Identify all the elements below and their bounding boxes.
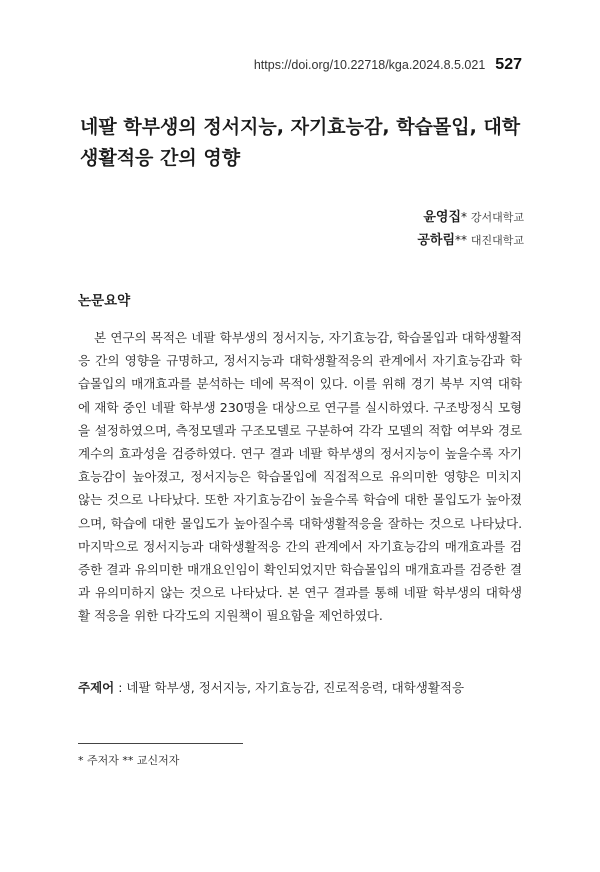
running-header	[254, 56, 522, 74]
footnote-divider	[78, 743, 243, 744]
author-name: 공하림	[417, 233, 456, 248]
keywords	[78, 678, 528, 696]
author-mark: *	[461, 210, 468, 224]
keywords-separator: :	[114, 680, 127, 695]
abstract-heading: 논문요약	[78, 293, 131, 309]
author-mark: **	[455, 233, 468, 247]
footnote: * 주저자 ** 교신저자	[78, 754, 180, 767]
author-2	[417, 229, 524, 252]
keywords-label: 주제어	[78, 680, 115, 695]
abstract-body: 본 연구의 목적은 네팔 학부생의 정서지능, 자기효능감, 학습몰입과 대학생활적응 간의 영향을 규명하고, 정서지능과 대학생활적응의 관계에서 자기효능감과 학습몰입의 매개효과를 분석하는 데에 목적이 있다. 이를 위해 경기 북부 지역 대학에 재학 중인 네팔 학부생 230명을 대상으로 연구를 실시하였다. 구조방정식 모형을 설정하였으며, 측정모델과 구조모델로 구분하여 각각 모델의 적합 여부와 경로계수의 효과성을 검증하였다. 연구 결과 네팔 학부생의 정서지능이 높을수록 자기효능감이 높아졌고, 정서지능은 학습몰입에 직접적으로 유의미한 영향은 미치지 않는 것으로 나타났다. 또한 자기효능감이 높을수록 학습에 대한 몰입도가 높아졌으며, 학습에 대한 몰입도가 높아질수록 대학생활적응을 잘하는 것으로 나타났다. 마지막으로 정서지능과 대학생활적응 간의 관계에서 자기효능감의 매개효과를 검증한 결과 유의미한 매개요인임이 확인되었지만 학습몰입의 매개효과를 검증한 결과 유의미하지 않는 것으로 나타났다. 본 연구 결과를 통해 네팔 학부생의 대학생활 적응을 위한 다각도의 지원책이 필요함을 제언하였다.	[78, 330, 522, 624]
doi-link[interactable]: https://doi.org/10.22718/kga.2024.8.5.021	[253, 58, 486, 72]
author-affiliation: 강서대학교	[470, 211, 524, 224]
author-1	[417, 206, 524, 229]
author-affiliation: 대진대학교	[470, 234, 524, 247]
paper-title: 네팔 학부생의 정서지능, 자기효능감, 학습몰입, 대학생활적응 간의 영향	[80, 116, 521, 169]
page-number: 527	[495, 56, 522, 73]
author-name: 윤영집	[423, 210, 462, 225]
keywords-text: 네팔 학부생, 정서지능, 자기효능감, 진로적응력, 대학생활적응	[126, 680, 465, 695]
author-list	[417, 206, 524, 252]
